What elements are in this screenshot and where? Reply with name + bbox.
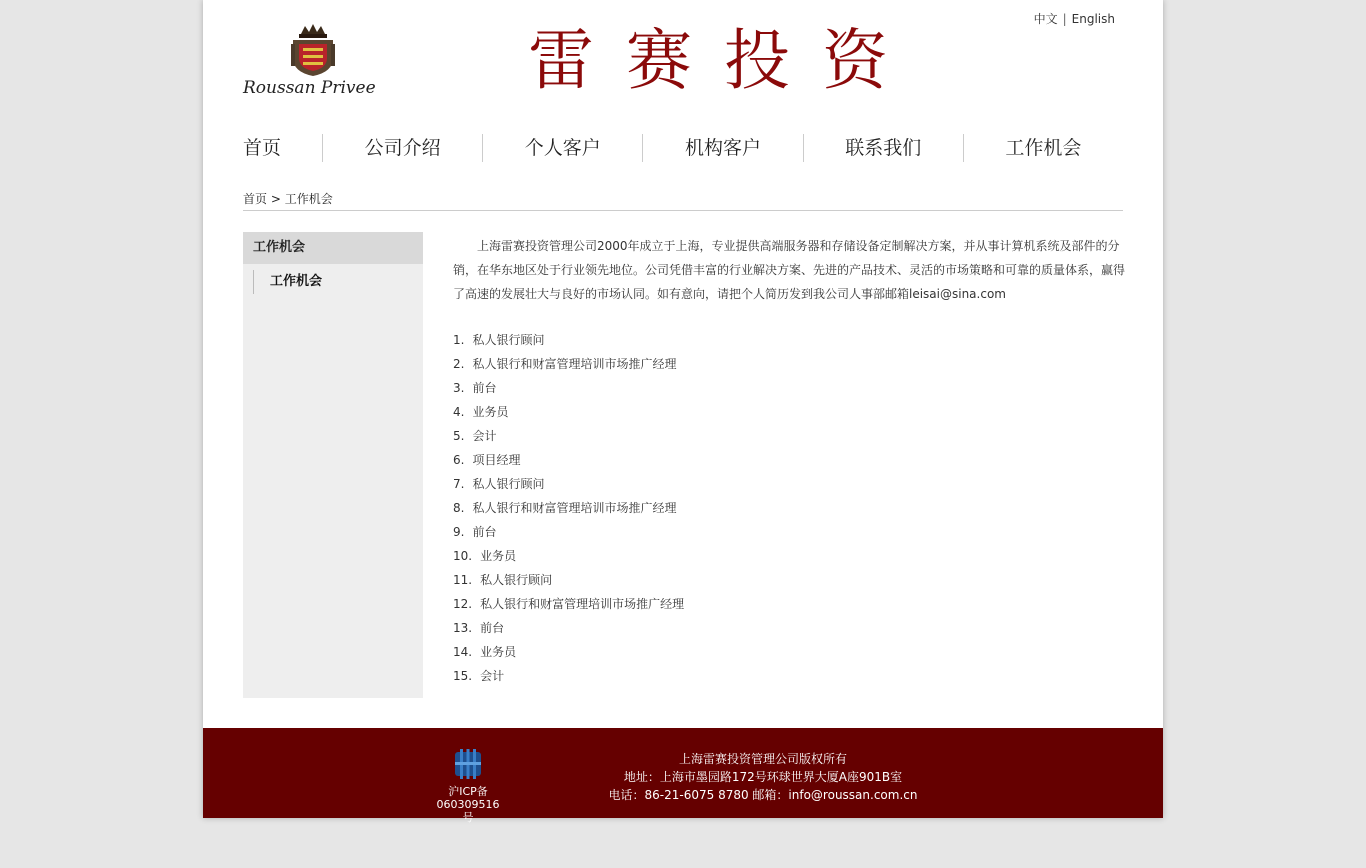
job-number: 2. [453, 357, 465, 371]
job-number: 4. [453, 405, 465, 419]
job-number: 11. [453, 573, 473, 587]
footer-contact: 电话：86-21-6075 8780 邮箱：info@roussan.com.cn [608, 788, 918, 802]
list-item [453, 328, 1125, 352]
job-title: 私人银行和财富管理培训市场推广经理 [472, 501, 677, 515]
icp-badge-icon [453, 748, 483, 780]
breadcrumb-home-link[interactable]: 首页 [243, 192, 268, 206]
language-switcher [1034, 10, 1115, 27]
footer [203, 728, 1163, 824]
heraldic-crest-icon [243, 22, 383, 78]
nav-item-careers[interactable]: 工作机会 [1005, 137, 1082, 159]
job-number: 10. [453, 549, 473, 563]
job-number: 15. [453, 669, 473, 683]
lang-separator: | [1062, 12, 1067, 26]
job-title: 业务员 [472, 405, 509, 419]
job-number: 6. [453, 453, 465, 467]
nav-item-personal-clients[interactable]: 个人客户 [483, 134, 643, 162]
list-item [453, 472, 1125, 496]
icp-line-2: 060309516号 [436, 798, 500, 824]
job-title: 前台 [480, 621, 505, 635]
lang-chinese-link[interactable]: 中文 [1033, 12, 1058, 26]
icp-line-1: 沪ICP备 [448, 785, 488, 798]
job-title: 会计 [472, 429, 497, 443]
job-number: 12. [453, 597, 473, 611]
list-item [453, 448, 1125, 472]
job-title: 业务员 [480, 645, 517, 659]
job-title: 私人银行顾问 [472, 333, 545, 347]
job-title: 私人银行顾问 [480, 573, 553, 587]
job-number: 14. [453, 645, 473, 659]
job-list [453, 328, 1125, 688]
footer-address: 地址：上海市墨园路172号环球世界大厦A座901B室 [623, 770, 903, 784]
list-item [453, 496, 1125, 520]
job-title: 会计 [480, 669, 505, 683]
job-number: 13. [453, 621, 473, 635]
sidebar-heading: 工作机会 [243, 232, 423, 264]
job-title: 私人银行和财富管理培训市场推广经理 [480, 597, 685, 611]
breadcrumb [243, 190, 1123, 211]
list-item [453, 640, 1125, 664]
breadcrumb-separator: > [267, 192, 285, 206]
list-item [453, 544, 1125, 568]
job-title: 项目经理 [472, 453, 521, 467]
nav-item-about[interactable]: 公司介绍 [323, 134, 483, 162]
main-content [453, 234, 1125, 688]
list-item [453, 400, 1125, 424]
nav-item-institutional-clients[interactable]: 机构客户 [643, 134, 803, 162]
sidebar-item-careers[interactable]: 工作机会 [253, 270, 423, 294]
list-item [453, 352, 1125, 376]
logo[interactable] [243, 22, 383, 102]
list-item [453, 520, 1125, 544]
job-title: 业务员 [480, 549, 517, 563]
job-number: 7. [453, 477, 465, 491]
job-title: 私人银行和财富管理培训市场推广经理 [472, 357, 677, 371]
job-title: 私人银行顾问 [472, 477, 545, 491]
breadcrumb-current: 工作机会 [284, 192, 333, 206]
job-number: 3. [453, 381, 465, 395]
job-title: 前台 [472, 525, 497, 539]
logo-text: Roussan Privee [243, 78, 376, 98]
job-title: 前台 [472, 381, 497, 395]
footer-info [583, 750, 943, 804]
nav-item-contact[interactable]: 联系我们 [804, 134, 964, 162]
list-item [453, 592, 1125, 616]
page-container [203, 0, 1163, 818]
job-number: 1. [453, 333, 465, 347]
list-item [453, 616, 1125, 640]
sidebar [243, 232, 423, 698]
list-item [453, 424, 1125, 448]
lang-english-link[interactable]: English [1071, 12, 1115, 26]
list-item [453, 568, 1125, 592]
list-item [453, 376, 1125, 400]
intro-paragraph: 上海雷赛投资管理公司2000年成立于上海，专业提供高端服务器和存储设备定制解决方案，并从事计算机系统及部件的分销，在华东地区处于行业领先地位。公司凭借丰富的行业解决方案、先进的产品技术、灵活的市场策略和可靠的质量体系，赢得了高速的发展壮大与良好的市场认同。如有意向，请把个人简历发到我公司人事部邮箱leisai@sina.com [453, 239, 1126, 301]
main-nav [243, 134, 1123, 162]
list-item [453, 664, 1125, 688]
footer-copyright: 上海雷赛投资管理公司版权所有 [678, 752, 847, 766]
brand-title: 雷赛投资 [528, 22, 920, 99]
nav-item-home[interactable]: 首页 [243, 134, 323, 162]
job-number: 5. [453, 429, 465, 443]
icp-badge[interactable] [433, 748, 503, 824]
job-number: 9. [453, 525, 465, 539]
job-number: 8. [453, 501, 465, 515]
